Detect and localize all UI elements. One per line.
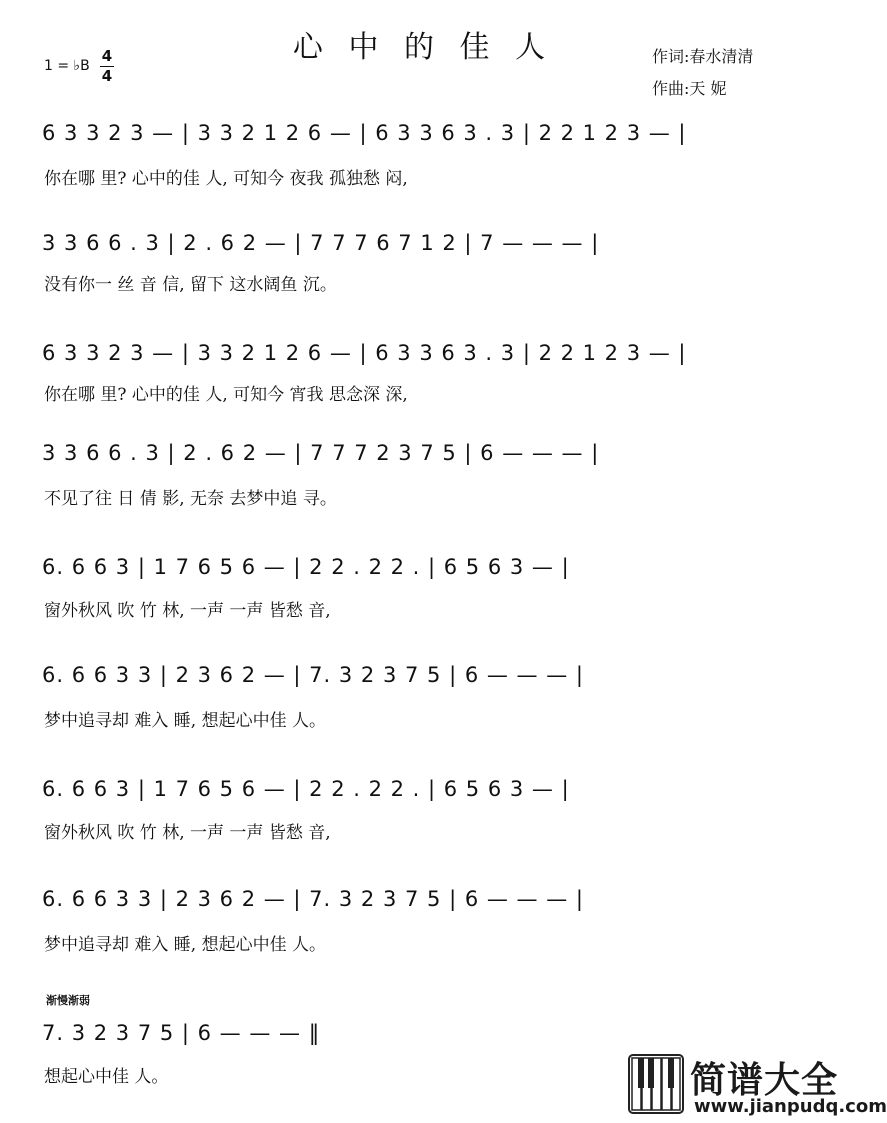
tempo-mark: 渐慢渐弱: [46, 994, 90, 1007]
song-title: 心 中 的 佳 人: [292, 30, 554, 65]
key-signature: 1 = ♭B: [44, 58, 90, 74]
watermark-brand: 简谱大全: [690, 1060, 839, 1101]
time-signature: [100, 48, 114, 85]
lyric-line: 窗外秋风 吹 竹 林, 一声 一声 皆愁 音,: [44, 823, 331, 843]
composer-credit: 作曲:天 妮: [652, 79, 727, 98]
piano-keys-icon: [628, 1054, 684, 1114]
time-bottom: 4: [101, 67, 113, 85]
watermark-url: www.jianpudq.com: [694, 1096, 887, 1117]
lyric-line: 不见了往 日 倩 影, 无奈 去梦中追 寻。: [44, 489, 337, 509]
lyric-line: 想起心中佳 人。: [44, 1067, 169, 1087]
lyric-line: 你在哪 里? 心中的佳 人, 可知今 夜我 孤独愁 闷,: [44, 169, 408, 189]
lyric-line: 梦中追寻却 难入 睡, 想起心中佳 人。: [44, 935, 327, 955]
notation-row: 6 3 3 2 3 — | 3 3 2 1 2 6 — | 6 3 3 6 3 . 3 | 2 2 1 2 3 — |: [42, 121, 687, 145]
notation-row: 7. 3 2 3 7 5 | 6 — — — ‖: [42, 1021, 321, 1045]
time-top: 4: [101, 47, 113, 65]
lyric-line: 你在哪 里? 心中的佳 人, 可知今 宵我 思念深 深,: [44, 385, 408, 405]
notation-row: 3 3 6 6 . 3 | 2 . 6 2 — | 7 7 7 6 7 1 2 | 7 — — — |: [42, 231, 600, 255]
notation-row: 6 3 3 2 3 — | 3 3 2 1 2 6 — | 6 3 3 6 3 . 3 | 2 2 1 2 3 — |: [42, 341, 687, 365]
lyric-line: 窗外秋风 吹 竹 林, 一声 一声 皆愁 音,: [44, 601, 331, 621]
notation-row: 6. 6 6 3 | 1 7 6 5 6 — | 2 2 . 2 2 . | 6 5 6 3 — |: [42, 555, 570, 579]
lyricist-credit: 作词:春水清清: [652, 47, 754, 66]
notation-row: 6. 6 6 3 3 | 2 3 6 2 — | 7. 3 2 3 7 5 | 6 — — — |: [42, 887, 584, 911]
site-watermark: [628, 1050, 887, 1118]
notation-row: 3 3 6 6 . 3 | 2 . 6 2 — | 7 7 7 2 3 7 5 | 6 — — — |: [42, 441, 600, 465]
lyric-line: 梦中追寻却 难入 睡, 想起心中佳 人。: [44, 711, 327, 731]
notation-row: 6. 6 6 3 3 | 2 3 6 2 — | 7. 3 2 3 7 5 | 6 — — — |: [42, 663, 584, 687]
notation-row: 6. 6 6 3 | 1 7 6 5 6 — | 2 2 . 2 2 . | 6 5 6 3 — |: [42, 777, 570, 801]
lyric-line: 没有你一 丝 音 信, 留下 这水阔鱼 沉。: [44, 275, 337, 295]
